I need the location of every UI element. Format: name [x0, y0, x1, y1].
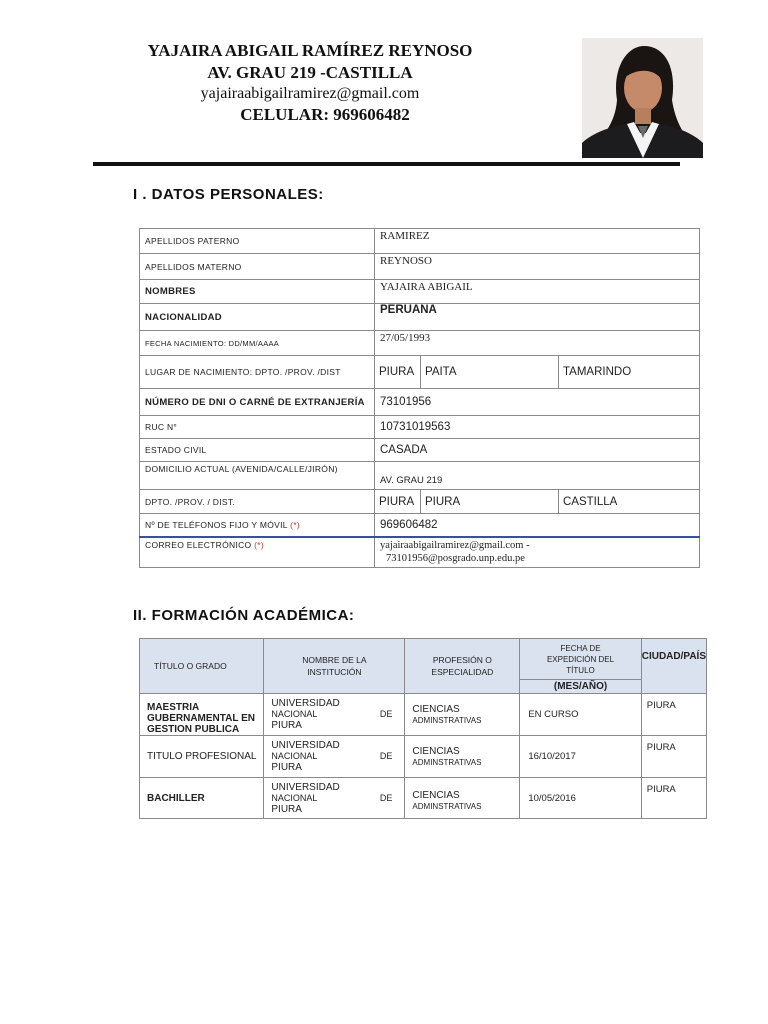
academic-table — [139, 638, 707, 819]
cell-fecha: 16/10/2017 — [520, 736, 641, 778]
dpto-value: PIURA — [379, 495, 415, 508]
row-label: NOMBRES — [140, 280, 375, 304]
institucion-line-3: PIURA — [271, 720, 302, 731]
profesion-line-1: CIENCIAS — [412, 790, 460, 801]
section-title-datos-personales: I . DATOS PERSONALES: — [133, 186, 324, 203]
institucion-de: DE — [379, 709, 393, 719]
cell-profesion — [405, 694, 520, 736]
personal-data-table — [139, 228, 700, 568]
table-row — [140, 389, 700, 416]
email-primary: yajairaabigailramirez@gmail.com - — [380, 539, 530, 551]
row-value — [375, 537, 700, 568]
row-label — [140, 514, 375, 537]
institucion-line-3: PIURA — [271, 762, 302, 773]
row-label: FECHA NACIMIENTO: DD/MM/AAAA — [140, 331, 375, 356]
row-label: LUGAR DE NACIMIENTO: DPTO. /PROV. /DIST — [140, 356, 375, 389]
table-row — [140, 280, 700, 304]
institucion-nacional: NACIONAL — [271, 792, 318, 803]
row-value: 73101956 — [375, 389, 700, 416]
row-value: PERUANA — [375, 304, 700, 331]
row-label: DPTO. /PROV. / DIST. — [140, 490, 375, 514]
table-header-row — [140, 639, 707, 680]
institucion-line-1: UNIVERSIDAD — [271, 740, 340, 751]
header-titulo: TÍTULO O GRADO — [140, 639, 264, 694]
institucion-de: DE — [379, 792, 393, 803]
cell-titulo: MAESTRIA GUBERNAMENTAL EN GESTION PUBLICA — [140, 694, 264, 736]
table-row — [140, 304, 700, 331]
institucion-line-3: PIURA — [271, 803, 302, 815]
row-value: 27/05/1993 — [375, 331, 700, 356]
table-row — [140, 229, 700, 254]
cell-titulo: BACHILLER — [140, 778, 264, 819]
cell-institucion — [264, 694, 405, 736]
row-value: YAJAIRA ABIGAIL — [375, 280, 700, 304]
row-label: NÚMERO DE DNI O CARNÉ DE EXTRANJERÍA — [140, 389, 375, 416]
cell-ciudad: PIURA — [641, 736, 706, 778]
profesion-line-2: ADMINSTRATIVAS — [412, 802, 482, 811]
table-row — [140, 439, 700, 462]
table-row — [140, 490, 700, 514]
table-row — [140, 331, 700, 356]
row-value — [375, 356, 700, 389]
email-secondary: 73101956@posgrado.unp.edu.pe — [386, 552, 525, 564]
candidate-address: AV. GRAU 219 -CASTILLA — [207, 63, 413, 82]
row-value: REYNOSO — [375, 254, 700, 280]
candidate-email: yajairaabigailramirez@gmail.com — [200, 85, 420, 102]
table-row — [140, 736, 707, 778]
header-institucion: NOMBRE DE LA INSTITUCIÓN — [264, 639, 405, 694]
row-label: NACIONALIDAD — [140, 304, 375, 331]
row-label — [140, 537, 375, 568]
header-ciudad: CIUDAD/PAÍS — [641, 639, 706, 694]
table-row — [140, 537, 700, 568]
institucion-line-2 — [271, 751, 404, 762]
header-fecha: FECHA DE EXPEDICIÓN DEL TÍTULO — [520, 639, 641, 680]
profesion-line-2: ADMINSTRATIVAS — [412, 715, 482, 725]
row-label: RUC N° — [140, 416, 375, 439]
row-value: 10731019563 — [375, 416, 700, 439]
row-label: APELLIDOS MATERNO — [140, 254, 375, 280]
table-row — [140, 778, 707, 819]
required-mark: (*) — [254, 539, 265, 550]
institucion-line-1: UNIVERSIDAD — [271, 781, 340, 793]
row-label: ESTADO CIVIL — [140, 439, 375, 462]
table-row — [140, 416, 700, 439]
header-divider — [93, 162, 680, 166]
institucion-de: DE — [379, 751, 393, 761]
row-label: DOMICILIO ACTUAL (AVENIDA/CALLE/JIRÓN) — [140, 462, 375, 490]
institucion-nacional: NACIONAL — [271, 709, 318, 719]
row-value: CASADA — [375, 439, 700, 462]
institucion-line-2 — [271, 709, 404, 720]
cell-ciudad: PIURA — [641, 694, 706, 736]
table-row — [140, 462, 700, 490]
profesion-line-1: CIENCIAS — [412, 745, 460, 757]
table-row — [140, 254, 700, 280]
section-title-formacion-academica: II. FORMACIÓN ACADÉMICA: — [133, 607, 355, 624]
required-mark: (*) — [290, 519, 301, 530]
prov-value: PAITA — [420, 356, 558, 388]
header-profesion: PROFESIÓN O ESPECIALIDAD — [405, 639, 520, 694]
prov-value: PIURA — [420, 490, 558, 513]
cell-fecha: 10/05/2016 — [520, 778, 641, 819]
candidate-phone: CELULAR: 969606482 — [240, 105, 410, 124]
table-row — [140, 514, 700, 537]
table-row — [140, 356, 700, 389]
profesion-line-1: CIENCIAS — [412, 703, 460, 715]
phone-label-text: Nº DE TELÉFONOS FIJO Y MÓVIL — [145, 519, 288, 530]
candidate-name: YAJAIRA ABIGAIL RAMÍREZ REYNOSO — [147, 41, 473, 60]
cell-profesion — [405, 778, 520, 819]
row-value: RAMIREZ — [375, 229, 700, 254]
cell-profesion — [405, 736, 520, 778]
row-value: AV. GRAU 219 — [375, 462, 700, 490]
profile-photo-image — [582, 38, 703, 158]
cell-titulo: TITULO PROFESIONAL — [140, 736, 264, 778]
dpto-value: PIURA — [379, 366, 415, 378]
cell-fecha: EN CURSO — [520, 694, 641, 736]
email-label-text: CORREO ELECTRÓNICO — [145, 539, 252, 550]
header-fecha-sub: (MES/AÑO) — [520, 680, 641, 694]
profile-photo — [582, 38, 703, 158]
table-row — [140, 694, 707, 736]
cell-ciudad: PIURA — [641, 778, 706, 819]
institucion-nacional: NACIONAL — [271, 751, 318, 761]
profesion-line-2: ADMINSTRATIVAS — [412, 757, 482, 767]
dist-value: TAMARINDO — [558, 356, 699, 388]
row-value: 969606482 — [375, 514, 700, 537]
dist-value: CASTILLA — [558, 490, 699, 513]
cv-header — [0, 40, 560, 127]
row-value — [375, 490, 700, 514]
institucion-line-1: UNIVERSIDAD — [271, 698, 340, 709]
cell-institucion — [264, 778, 405, 819]
row-label: APELLIDOS PATERNO — [140, 229, 375, 254]
institucion-line-2 — [271, 793, 404, 804]
cell-institucion — [264, 736, 405, 778]
